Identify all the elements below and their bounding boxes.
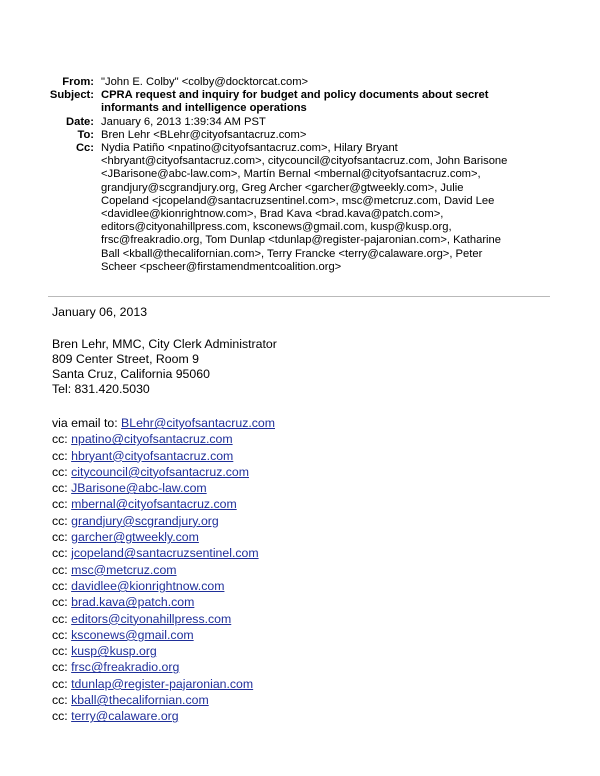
- letter-date: January 06, 2013: [52, 305, 148, 319]
- subject-label: Subject:: [49, 89, 94, 102]
- via-email-label: via email to:: [52, 416, 122, 430]
- via-email-link[interactable]: BLehr@cityofsantacruz.com: [121, 416, 275, 430]
- cc-email-line: [52, 676, 572, 692]
- cc-email-line: [52, 480, 572, 496]
- cc-line: frsc@freakradio.org, Tom Dunlap <tdunlap@register-pajaronian.com>, Katharine: [101, 234, 501, 247]
- cc-email-link[interactable]: citycouncil@cityofsantacruz.com: [71, 464, 250, 479]
- cc-email-link[interactable]: brad.kava@patch.com: [71, 595, 195, 610]
- cc-prefix: cc:: [52, 513, 72, 528]
- cc-prefix: cc:: [52, 448, 72, 463]
- cc-email-link[interactable]: npatino@cityofsantacruz.com: [71, 432, 233, 447]
- cc-line: <davidlee@kionrightnow.com>, Brad Kava <brad.kava@patch.com>,: [101, 208, 444, 221]
- cc-email-line: [52, 594, 572, 610]
- cc-line: Ball <kball@thecalifornian.com>, Terry Francke <terry@calaware.org>, Peter: [101, 247, 483, 260]
- cc-email-line: [52, 545, 572, 561]
- cc-line: Nydia Patiño <npatino@cityofsantacruz.com>, Hilary Bryant: [101, 142, 398, 155]
- cc-value: [101, 142, 541, 274]
- cc-email-line: [52, 692, 572, 708]
- cc-email-list: [52, 431, 572, 724]
- cc-email-line: [52, 431, 572, 447]
- cc-prefix: cc:: [52, 497, 72, 512]
- from-label: From:: [62, 76, 94, 88]
- cc-prefix: cc:: [52, 627, 72, 642]
- cc-email-link[interactable]: kusp@kusp.org: [71, 644, 157, 659]
- cc-email-line: [52, 611, 572, 627]
- cc-email-link[interactable]: davidlee@kionrightnow.com: [71, 578, 225, 593]
- cc-email-line: [52, 578, 572, 594]
- to-row: [0, 129, 600, 142]
- header-divider: [48, 296, 550, 297]
- cc-prefix: cc:: [52, 562, 72, 577]
- date-label: Date:: [66, 115, 94, 128]
- cc-line: Copeland <jcopeland@santacruzsentinel.com>, msc@metcruz.com, David Lee: [101, 194, 495, 207]
- cc-email-link[interactable]: JBarisone@abc-law.com: [71, 481, 207, 496]
- cc-line: editors@cityonahillpress.com, ksconews@gmail.com, kusp@kusp.org,: [101, 221, 452, 234]
- address-line: Santa Cruz, California 95060: [52, 367, 210, 381]
- address-line: Tel: 831.420.5030: [52, 382, 150, 396]
- cc-prefix: cc:: [52, 432, 72, 447]
- cc-prefix: cc:: [52, 578, 72, 593]
- subject-row: [0, 89, 600, 115]
- subject-line: informants and intelligence operations: [101, 102, 307, 115]
- email-header: [0, 76, 600, 274]
- cc-email-line: [52, 496, 572, 512]
- cc-prefix: cc:: [52, 693, 72, 708]
- cc-email-link[interactable]: kball@thecalifornian.com: [71, 693, 209, 708]
- cc-prefix: cc:: [52, 464, 72, 479]
- cc-email-link[interactable]: grandjury@scgrandjury.org: [71, 513, 219, 528]
- subject-value: [101, 89, 541, 115]
- cc-prefix: cc:: [52, 546, 72, 561]
- cc-email-link[interactable]: msc@metcruz.com: [71, 562, 177, 577]
- via-email-line: [52, 415, 572, 431]
- cc-prefix: cc:: [52, 530, 72, 545]
- cc-label: Cc:: [75, 142, 94, 155]
- cc-email-line: [52, 708, 572, 724]
- cc-prefix: cc:: [52, 709, 72, 724]
- cc-email-line: [52, 448, 572, 464]
- cc-email-link[interactable]: mbernal@cityofsantacruz.com: [71, 497, 237, 512]
- cc-email-link[interactable]: ksconews@gmail.com: [71, 627, 194, 642]
- subject-line: CPRA request and inquiry for budget and policy documents about secret: [101, 89, 489, 102]
- cc-email-line: [52, 513, 572, 529]
- to-value: Bren Lehr <BLehr@cityofsantacruz.com>: [101, 128, 307, 141]
- cc-email-line: [52, 529, 572, 545]
- cc-email-line: [52, 464, 572, 480]
- cc-email-link[interactable]: tdunlap@register-pajaronian.com: [71, 676, 254, 691]
- address-line: Bren Lehr, MMC, City Clerk Administrator: [52, 337, 277, 351]
- cc-email-line: [52, 627, 572, 643]
- cc-email-line: [52, 643, 572, 659]
- cc-prefix: cc:: [52, 676, 72, 691]
- cc-prefix: cc:: [52, 611, 72, 626]
- from-value: "John E. Colby" <colby@docktorcat.com>: [101, 76, 309, 88]
- to-label: To:: [77, 128, 94, 141]
- cc-email-link[interactable]: editors@cityonahillpress.com: [71, 611, 232, 626]
- cc-prefix: cc:: [52, 481, 72, 496]
- cc-email-link[interactable]: terry@calaware.org: [71, 709, 179, 724]
- cc-email-line: [52, 562, 572, 578]
- from-row: [0, 76, 600, 89]
- cc-email-link[interactable]: garcher@gtweekly.com: [71, 530, 199, 545]
- cc-email-link[interactable]: jcopeland@santacruzsentinel.com: [71, 546, 259, 561]
- cc-email-link[interactable]: hbryant@cityofsantacruz.com: [71, 448, 234, 463]
- cc-email-line: [52, 659, 572, 675]
- cc-row: [0, 142, 600, 274]
- address-line: 809 Center Street, Room 9: [52, 352, 199, 366]
- date-row: [0, 116, 600, 129]
- cc-line: Scheer <pscheer@firstamendmentcoalition.org>: [101, 260, 342, 273]
- cc-prefix: cc:: [52, 595, 72, 610]
- cc-line: grandjury@scgrandjury.org, Greg Archer <garcher@gtweekly.com>, Julie: [101, 181, 464, 194]
- cc-line: <JBarisone@abc-law.com>, Martín Bernal <mbernal@cityofsantacruz.com>,: [101, 168, 481, 181]
- cc-email-link[interactable]: frsc@freakradio.org: [71, 660, 180, 675]
- cc-line: <hbryant@cityofsantacruz.com>, citycouncil@cityofsantacruz.com, John Barisone: [101, 155, 508, 168]
- date-value: January 6, 2013 1:39:34 AM PST: [101, 115, 266, 128]
- cc-prefix: cc:: [52, 660, 72, 675]
- letter-body: [52, 305, 572, 725]
- cc-prefix: cc:: [52, 644, 72, 659]
